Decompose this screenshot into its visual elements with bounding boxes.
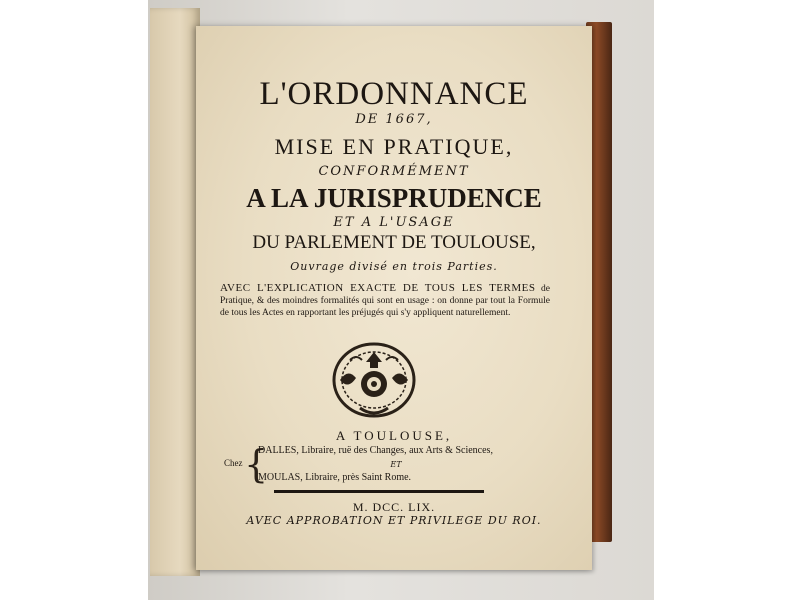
imprint-chez: Chez bbox=[224, 458, 243, 468]
imprint-city: A TOULOUSE, bbox=[335, 428, 453, 443]
description-text: de Pratique, & des moindres formalités qui sont en usage : on donne par tout la Formule de tous les Actes en rapportant les préjugés qui s'y appliquent naturellement. bbox=[220, 284, 550, 318]
description-lead: AVEC L'EXPLICATION EXACTE DE TOUS LES TERMES bbox=[220, 282, 536, 294]
title-line-6: ET A L'USAGE bbox=[333, 215, 455, 230]
fleuron-emblem-icon bbox=[330, 338, 418, 422]
title-line-5: A LA JURISPRUDENCE bbox=[246, 183, 542, 213]
description-paragraph bbox=[220, 282, 550, 319]
brace-icon: { bbox=[244, 442, 269, 486]
title-line-3: MISE EN PRATIQUE, bbox=[274, 134, 514, 159]
approbation-line: AVEC APPROBATION ET PRIVILEGE DU ROI. bbox=[246, 514, 542, 527]
title-line-4: CONFORMÉMENT bbox=[318, 164, 470, 179]
title-line-2: DE 1667, bbox=[355, 112, 433, 127]
title-line-7: DU PARLEMENT DE TOULOUSE, bbox=[252, 232, 536, 253]
divider-rule bbox=[274, 490, 484, 493]
title-page bbox=[196, 26, 592, 570]
publisher-dalles: DALLES, Libraire, ruë des Changes, aux Arts & Sciences, bbox=[258, 445, 493, 456]
publisher-conjunction: ET bbox=[390, 460, 402, 469]
imprint-year: M. DCC. LIX. bbox=[352, 500, 436, 514]
subtitle-parts: Ouvrage divisé en trois Parties. bbox=[290, 260, 498, 273]
publisher-moulas: MOULAS, Libraire, près Saint Rome. bbox=[258, 472, 412, 483]
left-page-edge bbox=[150, 8, 200, 576]
title-line-1: L'ORDONNANCE bbox=[259, 76, 529, 112]
